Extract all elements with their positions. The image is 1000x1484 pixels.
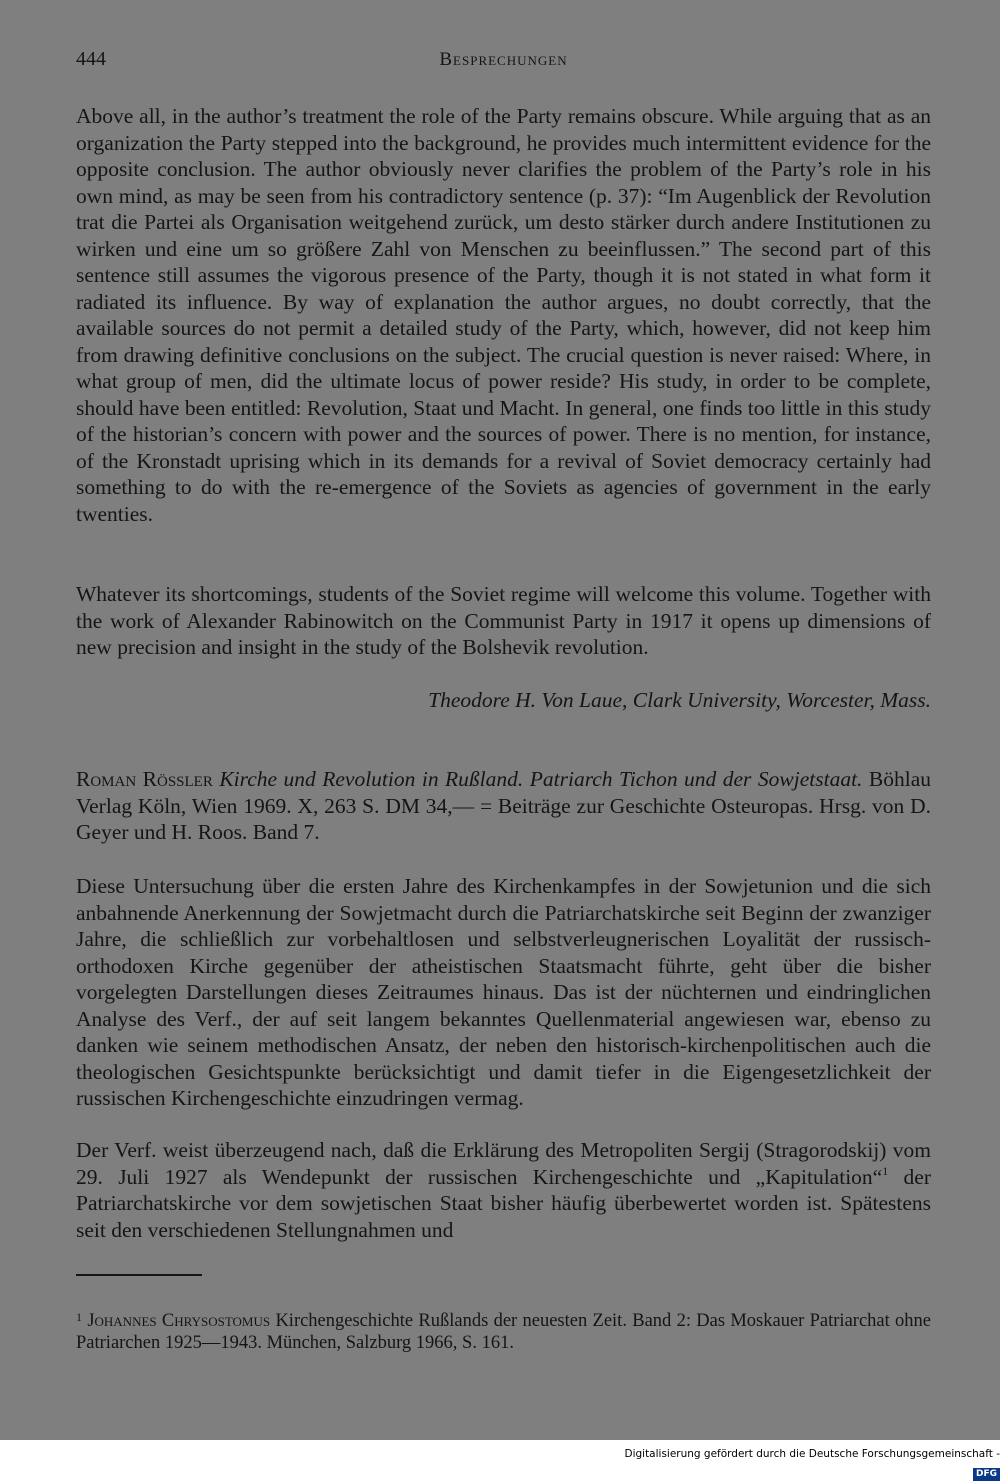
review2-publication: Böhlau Verlag Köln, Wien 1969. X, 263 S. DM 34,— = Beiträge zur Geschichte Osteuropas. Hrsg. von D. Geyer und H. Roos. Band 7. (76, 767, 932, 844)
footnote-text: Kirchengeschichte Rußlands der neuesten Zeit. Band 2: Das Moskauer Patriarchat ohne Patriarchen 1925—1943. München, Salzburg 1966, S. 161. (76, 1311, 932, 1353)
footnote-separator (76, 1274, 202, 1276)
footnote-author: Johannes Chrysostomus (87, 1311, 271, 1331)
running-head: Besprechungen (439, 49, 568, 70)
digitization-credit: Digitalisierung gefördert durch die Deutsche Forschungsgemeinschaft - (624, 1448, 1000, 1460)
review1-signature: Theodore H. Von Laue, Clark University, Worcester, Mass. (428, 688, 931, 712)
review2-author: Roman Rössler (76, 767, 213, 791)
review2-paragraph-1: Diese Untersuchung über die ersten Jahre des Kirchenkampfes in der Sowjetunion und die sich anbahnende Anerkennung der Sowjetmacht durch die Patriarchatskirche seit Beginn der zwanziger Jahre, die schließlich zur vorbehaltlosen und selbstverleugnerischen Loyalität der russisch-orthodoxen Kirche gegenüber der atheistischen Staatsmacht führte, geht über die bisher vorgelegten Darstellungen dieses Zeitraumes hinaus. Das ist der nüchternen und eindringlichen Analyse des Verf., der auf seit langem bekanntes Quellenmaterial angewiesen war, ebenso zu danken wie seinem methodischen Ansatz, der neben den historisch-kirchenpolitischen auch die theologischen Gesichtspunkte berücksichtigt und damit tiefer in die Eigengesetzlichkeit der russischen Kirchengeschichte einzudringen vermag. (76, 874, 931, 1110)
page-number: 444 (76, 48, 106, 70)
footnote-reference: 1 (882, 1163, 889, 1178)
review1-paragraph-2: Whatever its shortcomings, students of the Soviet regime will welcome this volume. Together with the work of Alexander Rabinowitch on the Communist Party in 1917 it opens up dimensions of new precision and insight in the study of the Bolshevik revolution. (76, 582, 931, 659)
footnote-1 (76, 1310, 931, 1354)
dfg-logo-icon: DFG (973, 1468, 1000, 1481)
review2-paragraph-2 (76, 1137, 931, 1243)
footnote-marker: 1 (76, 1310, 82, 1324)
page-header (76, 48, 931, 78)
review2-bibliographic-entry (76, 766, 931, 846)
review1-paragraph-1: Above all, in the author’s treatment the role of the Party remains obscure. While arguing that as an organization the Party stepped into the background, he provides much intermittent evidence for the opposite conclusion. The author obviously never clarifies the problem of the Party’s role in his own mind, as may be seen from his contradictory sentence (p. 37): “Im Augenblick der Revolution trat die Partei als Organisation weitgehend zurück, um desto stärker durch andere Institutionen zu wirken und eine um so größere Zahl von Menschen zu beeinflussen.” The second part of this sentence still assumes the vigorous presence of the Party, though it is not stated in what form it radiated its influence. By way of explanation the author argues, no doubt correctly, that the available sources do not permit a detailed study of the Party, which, however, did not keep him from drawing definitive conclusions on the subject. The crucial question is never raised: Where, in what group of men, did the ultimate locus of power reside? His study, in order to be complete, should have been entitled: Revolution, Staat und Macht. In general, one finds too little in this study of the historian’s concern with power and the sources of power. There is no mention, for instance, of the Kronstadt uprising which in its demands for a revival of Soviet democracy certainly had something to do with the re-emergence of the Soviets as agencies of government in the early twenties. (76, 104, 931, 526)
review2-title: Kirche und Revolution in Rußland. Patriarch Tichon und der Sowjetstaat. (219, 767, 863, 791)
digitization-footer (600, 1444, 1000, 1479)
review2-paragraph-2-start: Der Verf. weist überzeugend nach, daß die Erklärung des Metropoliten Sergij (Stragorodskij) vom 29. Juli 1927 als Wendepunkt der russischen Kirchengeschichte und „Kapitulation“ (76, 1138, 931, 1189)
review2-paragraph-2-end: der Patriarchatskirche vor dem sowjetischen Staat bisher häufig überbewertet worden ist. Spätestens seit den verschiedenen Stellungnahmen und (76, 1164, 932, 1242)
